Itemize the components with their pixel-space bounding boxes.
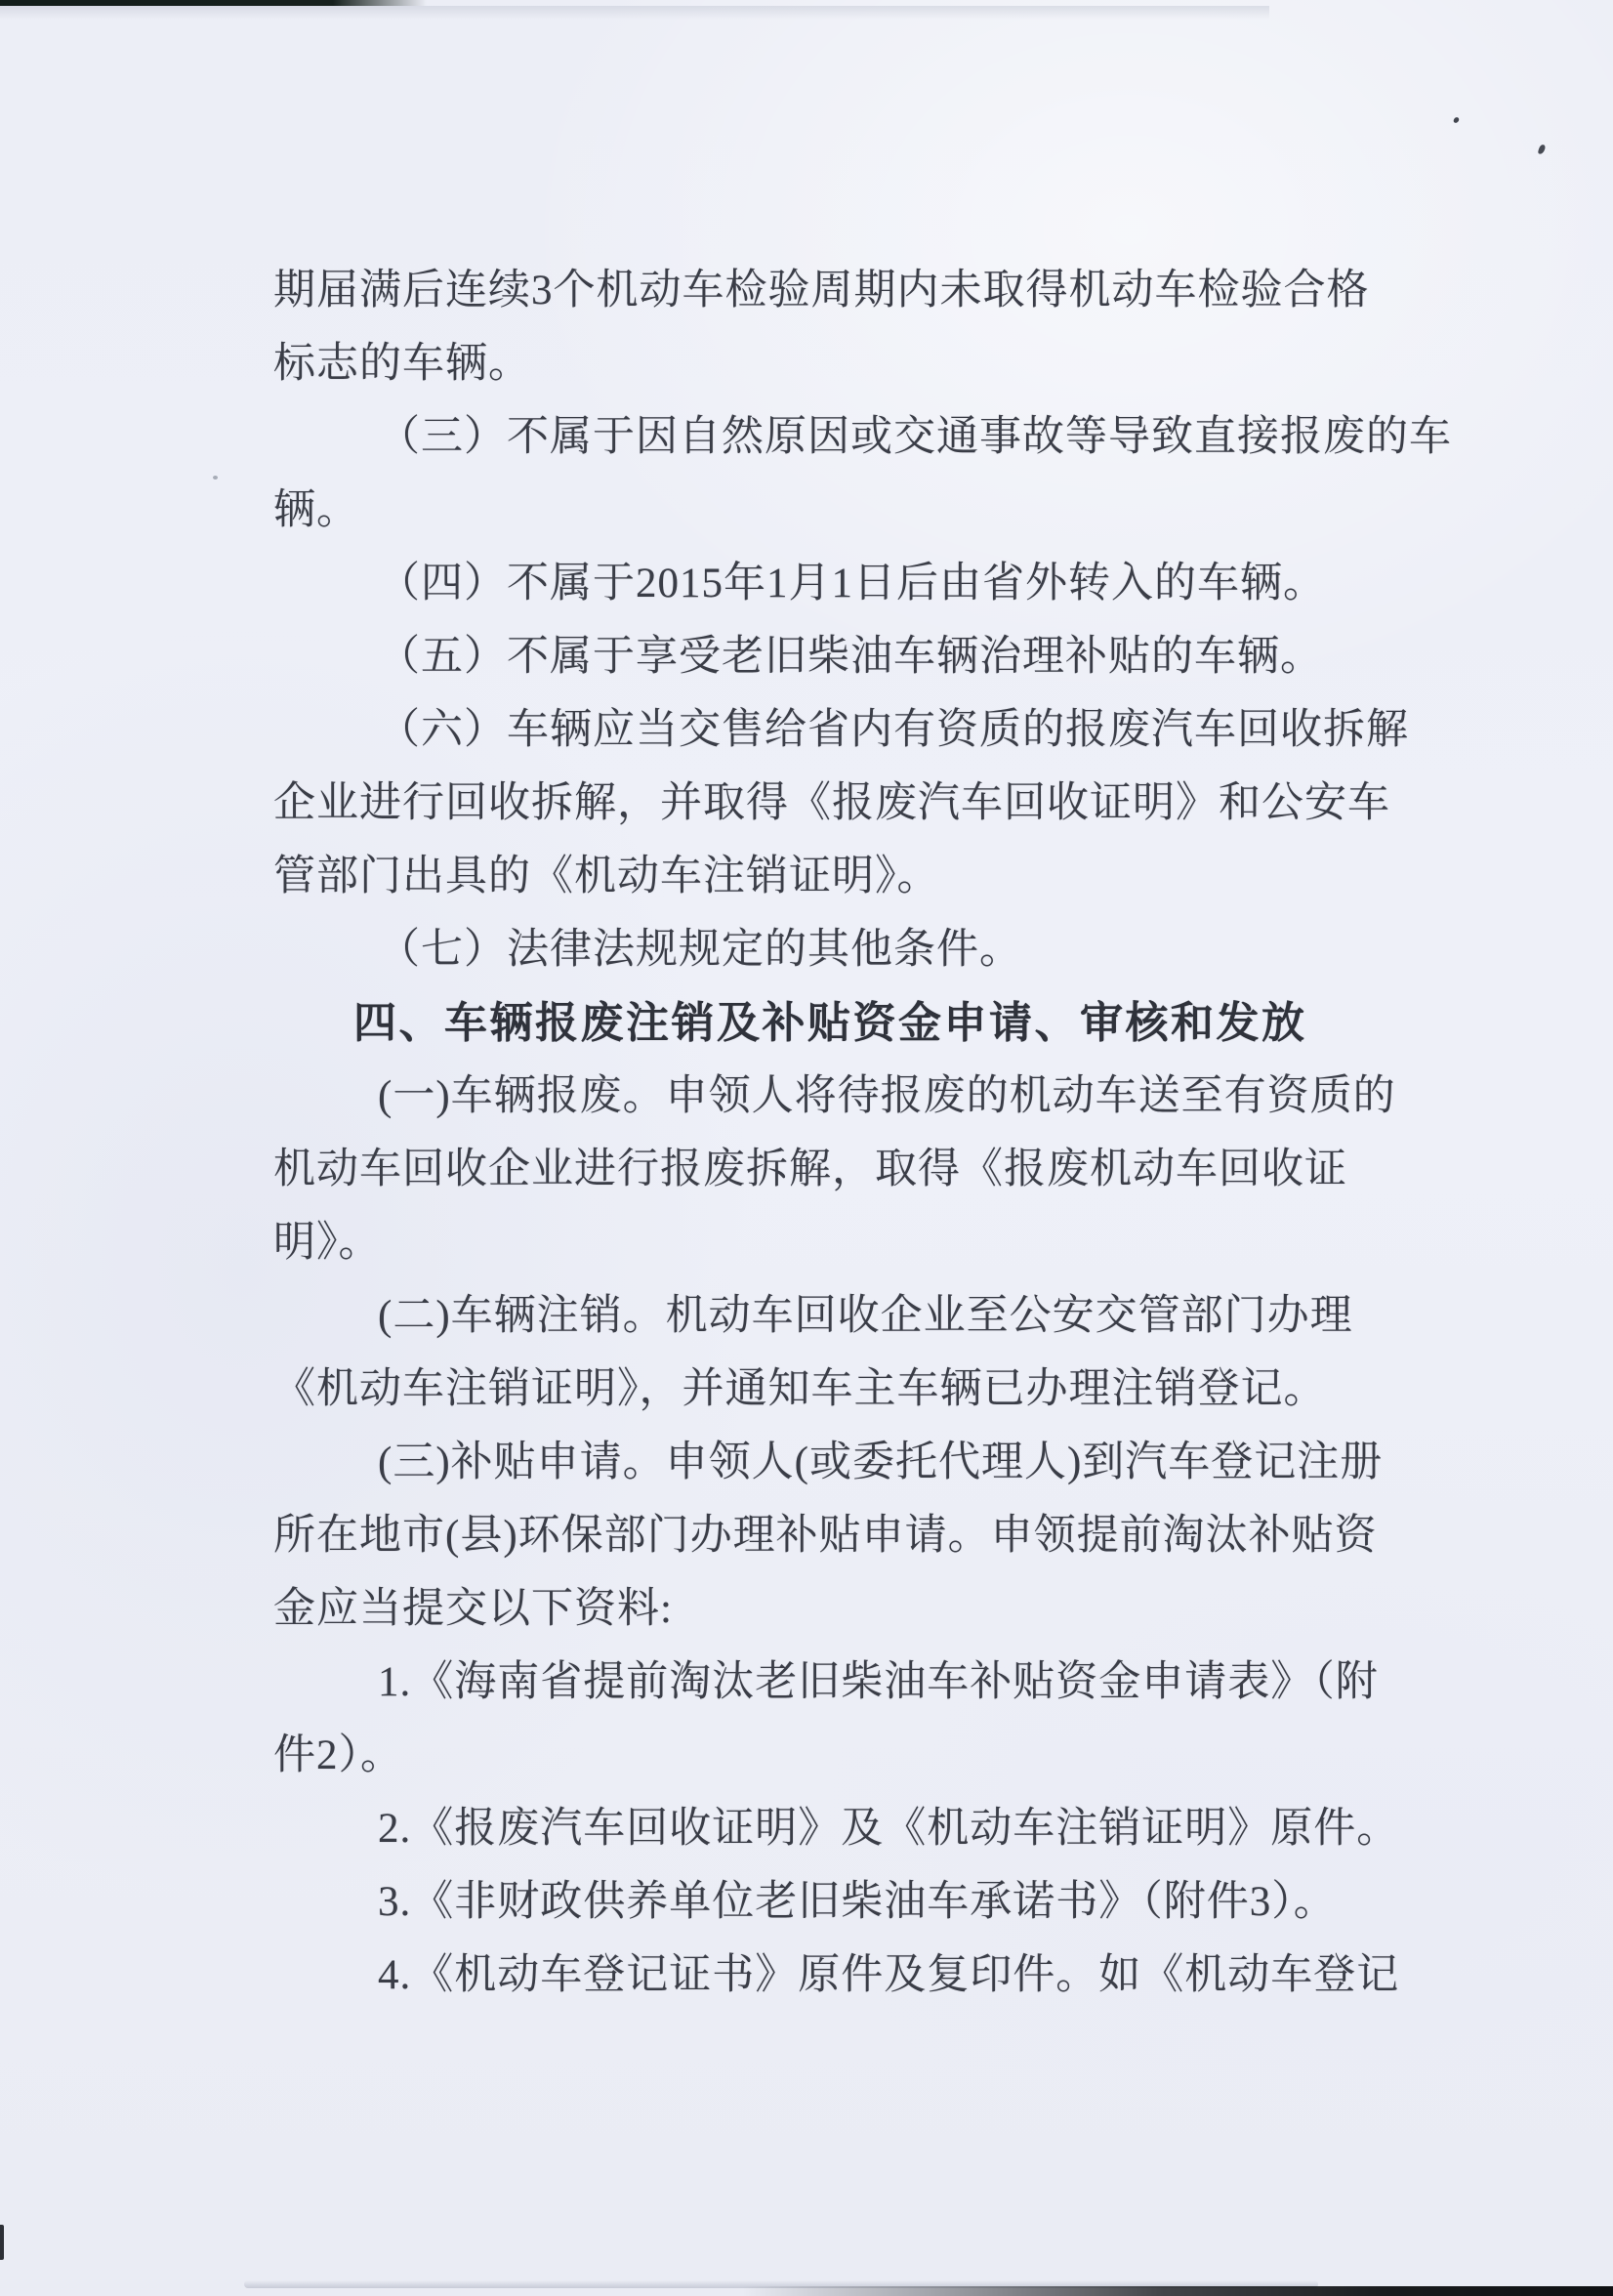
text-line: 管部门出具的《机动车注销证明》。 [273,854,940,899]
scan-edge-top-shade [0,6,1269,20]
text-line: (二)车辆注销。机动车回收企业至公安交管部门办理 [378,1293,1353,1339]
text-line: 明》。 [273,1220,382,1266]
scan-speck [1453,116,1460,124]
text-line: 件2）。 [273,1732,403,1778]
text-line: 1.《海南省提前淘汰老旧柴油车补贴资金申请表》（附 [378,1659,1379,1705]
text-line: (三)补贴申请。申领人(或委托代理人)到汽车登记注册 [378,1440,1384,1485]
text-line: (一)车辆报废。申领人将待报废的机动车送至有资质的 [378,1073,1396,1119]
document-body [273,254,1452,2012]
text-line: 辆。 [273,487,359,533]
section-heading: 四、车辆报废注销及补贴资金申请、审核和发放 [353,999,1307,1047]
text-line: 机动车回收企业进行报废拆解，取得《报废机动车回收证 [273,1147,1347,1192]
text-line: （六）车辆应当交售给省内有资质的报废汽车回收拆解 [378,707,1409,753]
text-line: 3.《非财政供养单位老旧柴油车承诺书》（附件3）。 [378,1879,1337,1925]
text-line: 期届满后连续3个机动车检验周期内未取得机动车检验合格 [273,268,1370,313]
text-line: 标志的车辆。 [273,341,531,387]
text-line: （七）法律法规规定的其他条件。 [378,927,1022,973]
text-line: 所在地市(县)环保部门办理补贴申请。申领提前淘汰补贴资 [273,1513,1378,1559]
text-line: 金应当提交以下资料: [273,1586,673,1632]
text-line: （四）不属于2015年1月1日后由省外转入的车辆。 [378,561,1326,606]
text-line: 2.《报废汽车回收证明》及《机动车注销证明》原件。 [378,1806,1400,1852]
scan-speck [213,476,218,480]
text-line: （三）不属于因自然原因或交通事故等导致直接报废的车 [378,414,1452,460]
scan-edge-bottom [0,2286,1613,2296]
scan-edge-left-sliver [0,2225,4,2260]
text-line: 企业进行回收拆解，并取得《报废汽车回收证明》和公安车 [273,780,1390,826]
text-line: 4.《机动车登记证书》原件及复印件。如《机动车登记 [378,1952,1400,1998]
text-line: 《机动车注销证明》，并通知车主车辆已办理注销登记。 [273,1366,1327,1412]
scan-speck [1538,144,1547,154]
text-line: （五）不属于享受老旧柴油车辆治理补贴的车辆。 [378,634,1323,680]
